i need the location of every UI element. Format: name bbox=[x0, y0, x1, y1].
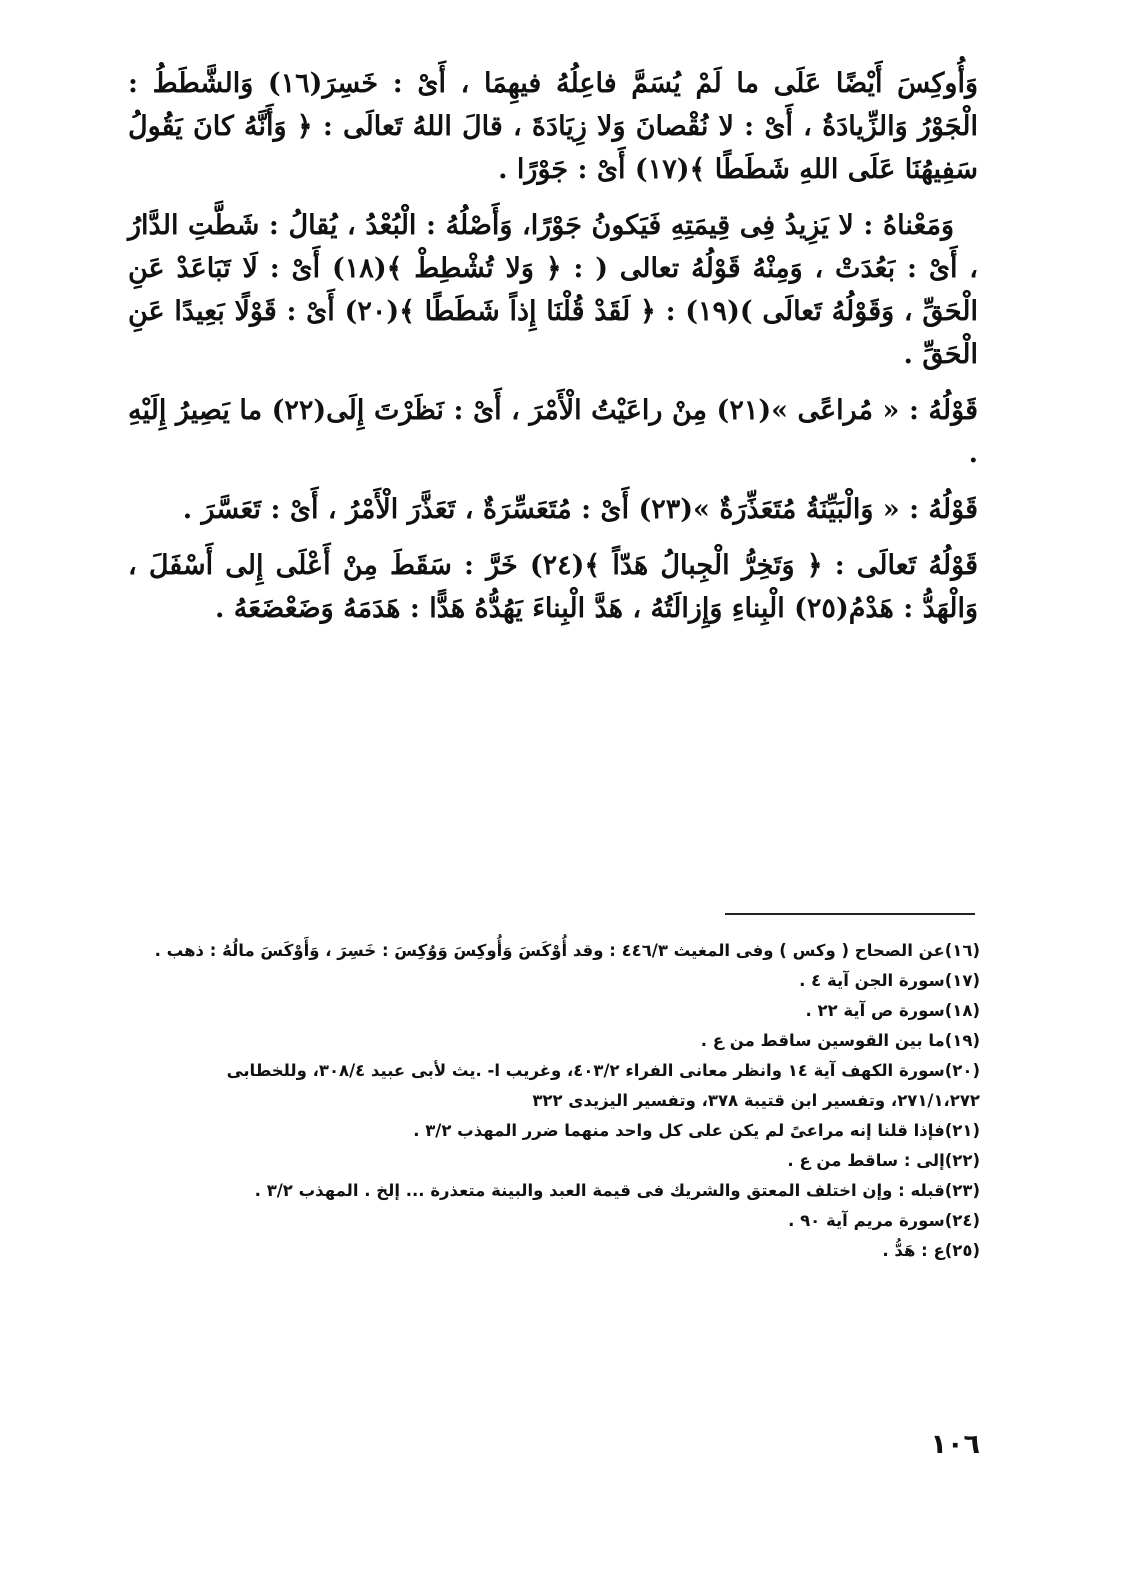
footnote-24: (٢٤)سورة مريم آية ٩٠ . bbox=[788, 1211, 980, 1230]
page-number: ١٠٦ bbox=[930, 1429, 980, 1460]
paragraph-muraan: قَوْلُهُ : « مُراعًى »(٢١) مِنْ راعَيْتُ الْأَمْرَ ، أَىْ : نَظَرْتَ إِلَى(٢٢) ما يَصِيرُ إِلَيْهِ . bbox=[128, 395, 978, 469]
footnote-19: (١٩)ما بين القوسين ساقط من ع . bbox=[700, 1031, 980, 1050]
footnote-17: (١٧)سورة الجن آية ٤ . bbox=[799, 971, 980, 990]
footnote-21: (٢١)فإذا قلنا إنه مراعىً لم يكن على كل واحد منهما ضرر المهذب ٣/٢ . bbox=[413, 1121, 980, 1140]
footnote-20: (٢٠)سورة الكهف آية ١٤ وانظر معانى الفراء ٤٠٣/٢، وغريب ا- .يث لأبى عبيد ٣٠٨/٤، وللخطابى ٢٧١/١،٢٧٢، وتفسير ابن قتيبة ٣٧٨، وتفسير اليزيدى ٣٢٢ bbox=[226, 1061, 980, 1110]
paragraph-shatat-meaning: وَمَعْناهُ : لا يَزِيدُ فِى قِيمَتِهِ فَيَكونُ جَوْرًا، وَأَصْلُهُ : الْبُعْدُ ، يُقالُ : شَطَّتِ الدَّارُ ، أَىْ : بَعُدَتْ ، وَمِنْهُ قَوْلُهُ تعالى ( : ﴿ وَلا تُشْطِطْ ﴾(١٨) أَىْ : لَا تَبَاعَدْ عَنِ الْحَقِّ ، وَقَوْلُهُ تَعالَى )(١٩) : ﴿ لَقَدْ قُلْنَا إِذاً شَطَطًا ﴾(٢٠) أَىْ : قَوْلًا بَعِيدًا عَنِ الْحَقِّ . bbox=[128, 210, 979, 370]
paragraph-wakasa: وَأُوكِسَ أَيْضًا عَلَى ما لَمْ يُسَمَّ فاعِلُهُ فيهِمَا ، أَىْ : خَسِرَ(١٦) وَالشَّطَطُ : الْجَوْرُ وَالزِّيادَةُ ، أَىْ : لا نُقْصانَ وَلا زِيَادَةَ ، قالَ اللهُ تَعالَى : ﴿ وَأَنَّهُ كانَ يَقُولُ سَفِيهُنَا عَلَى اللهِ شَطَطًا ﴾(١٧) أَىْ : جَوْرًا . bbox=[128, 68, 978, 185]
footnote-16: (١٦)عن الصحاح ( وكس ) وفى المغيث ٤٤٦/٣ : وقد أُوْكَسَ وَأُوكِسَ وَوُكِسَ : خَسِرَ ، وَأَوْكَسَ مالُهُ : ذهب . bbox=[154, 941, 980, 960]
paragraph-hadd: قَوْلُهُ تَعالَى : ﴿ وَتَخِرُّ الْجِبالُ هَدّاً ﴾(٢٤) خَرَّ : سَقَطَ مِنْ أَعْلَى إِلى أَسْفَلَ ، وَالْهَدُّ : هَدْمُ(٢٥) الْبِناءِ وَإِزالَتُهُ ، هَدَّ الْبِناءَ يَهُدُّهُ هَدًّا : هَدَمَهُ وَضَعْضَعَهُ . bbox=[128, 550, 979, 624]
paragraph-bayyina: قَوْلُهُ : « وَالْبَيِّنَةُ مُتَعَذِّرَةٌ »(٢٣) أَىْ : مُتَعَسِّرَةٌ ، تَعَذَّرَ الْأَمْرُ ، أَىْ : تَعَسَّرَ . bbox=[182, 494, 978, 525]
footnote-25: (٢٥)ع : هَدُّ . bbox=[882, 1241, 980, 1260]
footnote-23: (٢٣)قبله : وإن اختلف المعتق والشريك فى قيمة العبد والبينة متعذرة ... إلخ . المهذب ٣/٢ . bbox=[254, 1181, 980, 1200]
footnote-18: (١٨)سورة ص آية ٢٢ . bbox=[805, 1001, 980, 1020]
main-text bbox=[128, 62, 978, 630]
footnotes bbox=[140, 936, 980, 1266]
footnote-22: (٢٢)إلى : ساقط من ع . bbox=[787, 1151, 980, 1170]
footnote-separator bbox=[725, 913, 975, 915]
